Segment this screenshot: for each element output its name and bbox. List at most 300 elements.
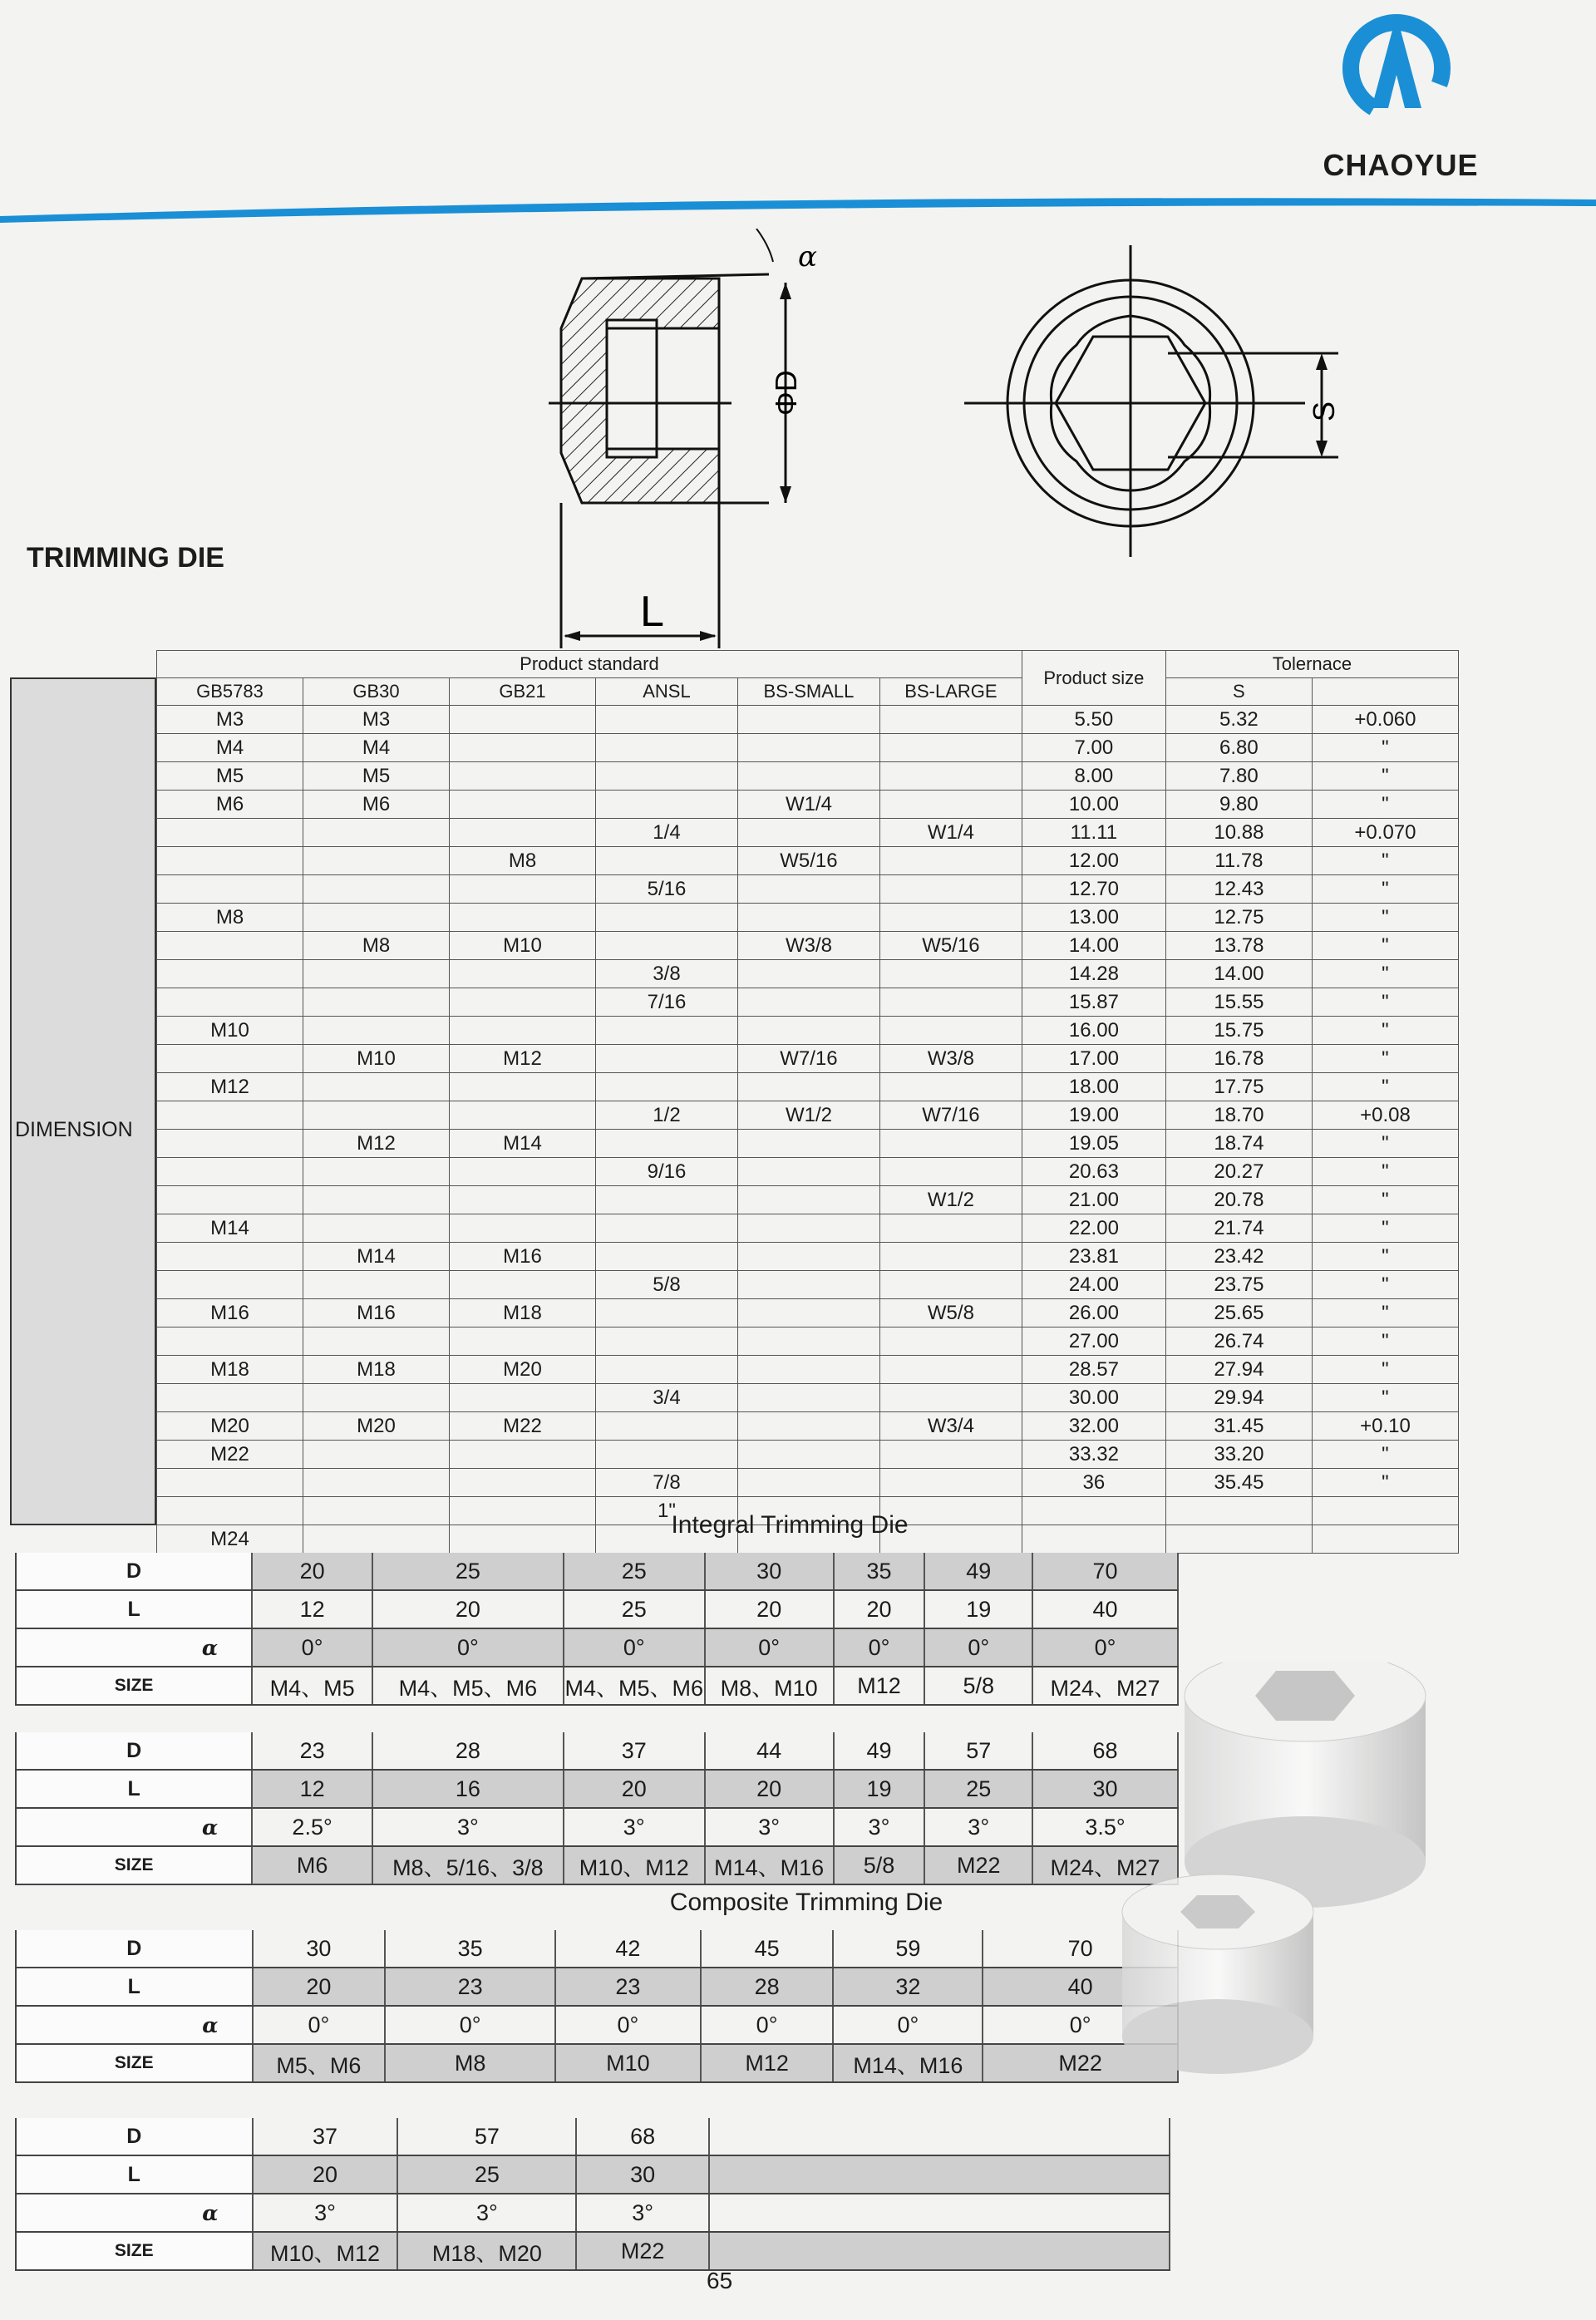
cell: 28 bbox=[372, 1732, 564, 1770]
cell: M4、M5、M6 bbox=[372, 1667, 564, 1705]
dimension-cell: " bbox=[1312, 1130, 1458, 1158]
dimension-cell: 15.55 bbox=[1165, 988, 1312, 1017]
dimension-cell: " bbox=[1312, 1045, 1458, 1073]
dimension-cell: M16 bbox=[303, 1299, 450, 1327]
cell: 30 bbox=[1032, 1770, 1178, 1808]
dimension-cell bbox=[303, 819, 450, 847]
dimension-cell bbox=[450, 819, 596, 847]
dimension-cell bbox=[879, 1384, 1022, 1412]
dimension-cell bbox=[450, 1186, 596, 1214]
cell: 2.5° bbox=[252, 1808, 372, 1846]
composite2-row-l bbox=[16, 2155, 1170, 2194]
row-label-alpha: α bbox=[16, 1628, 252, 1667]
dimension-cell: 19.05 bbox=[1022, 1130, 1165, 1158]
integral2-row-d bbox=[16, 1732, 1178, 1770]
dimension-cell: M22 bbox=[450, 1412, 596, 1441]
dimension-cell: 26.74 bbox=[1165, 1327, 1312, 1356]
cell: 25 bbox=[564, 1553, 705, 1590]
cell: M12 bbox=[701, 2044, 834, 2082]
dimension-cell: 33.20 bbox=[1165, 1441, 1312, 1469]
dimension-cell: 18.74 bbox=[1165, 1130, 1312, 1158]
cell: 0° bbox=[701, 2006, 834, 2044]
dimension-cell bbox=[450, 734, 596, 762]
dimension-cell: M16 bbox=[157, 1299, 303, 1327]
dimension-cell bbox=[879, 1441, 1022, 1469]
dimension-cell bbox=[450, 1497, 596, 1525]
cell: 3° bbox=[924, 1808, 1032, 1846]
cell: 0° bbox=[564, 1628, 705, 1667]
dimension-cell: W3/8 bbox=[737, 932, 879, 960]
cell: M14、M16 bbox=[833, 2044, 983, 2082]
dimension-cell bbox=[450, 960, 596, 988]
row-label-d: D bbox=[16, 1930, 253, 1968]
cell: M5、M6 bbox=[253, 2044, 386, 2082]
dimension-row bbox=[157, 1299, 1459, 1327]
cell: 59 bbox=[833, 1930, 983, 1968]
dimension-cell bbox=[450, 706, 596, 734]
dimension-cell: " bbox=[1312, 1299, 1458, 1327]
dimension-cell: M4 bbox=[157, 734, 303, 762]
dimension-cell: " bbox=[1312, 1441, 1458, 1469]
composite2-row-size bbox=[16, 2232, 1170, 2270]
dimension-cell bbox=[737, 1469, 879, 1497]
dimension-cell: 31.45 bbox=[1165, 1412, 1312, 1441]
dimension-cell bbox=[303, 1271, 450, 1299]
dimension-cell: M6 bbox=[303, 791, 450, 819]
dimension-cell bbox=[157, 1045, 303, 1073]
dimension-cell: " bbox=[1312, 875, 1458, 904]
cell: 35 bbox=[834, 1553, 925, 1590]
dimension-cell bbox=[450, 762, 596, 791]
dimension-cell bbox=[157, 932, 303, 960]
dimension-cell: 22.00 bbox=[1022, 1214, 1165, 1243]
cell: M22 bbox=[924, 1846, 1032, 1884]
dimension-row bbox=[157, 1101, 1459, 1130]
dimension-cell: 1/4 bbox=[596, 819, 738, 847]
dimension-cell: 33.32 bbox=[1022, 1441, 1165, 1469]
dimension-cell: " bbox=[1312, 1073, 1458, 1101]
cell: M8、5/16、3/8 bbox=[372, 1846, 564, 1884]
dimension-row bbox=[157, 847, 1459, 875]
dimension-row bbox=[157, 1130, 1459, 1158]
dimension-cell bbox=[737, 1158, 879, 1186]
row-label-l: L bbox=[16, 1590, 252, 1628]
dimension-cell bbox=[596, 1356, 738, 1384]
dimension-row bbox=[157, 819, 1459, 847]
dimension-cell: W5/16 bbox=[737, 847, 879, 875]
dimension-cell bbox=[596, 762, 738, 791]
dimension-cell: M18 bbox=[450, 1299, 596, 1327]
dimension-cell: W7/16 bbox=[879, 1101, 1022, 1130]
dimension-cell bbox=[879, 1356, 1022, 1384]
dimension-cell: 15.87 bbox=[1022, 988, 1165, 1017]
dimension-cell bbox=[596, 1327, 738, 1356]
integral-row-size bbox=[16, 1667, 1178, 1705]
row-label-alpha: α bbox=[16, 2006, 253, 2044]
dimension-cell bbox=[737, 1327, 879, 1356]
col-header: BS-SMALL bbox=[737, 678, 879, 706]
dimension-row bbox=[157, 1186, 1459, 1214]
cell: M8 bbox=[385, 2044, 555, 2082]
col-header: GB30 bbox=[303, 678, 450, 706]
dimension-cell bbox=[303, 960, 450, 988]
dimension-row bbox=[157, 706, 1459, 734]
dimension-cell bbox=[1022, 1525, 1165, 1554]
cell: 35 bbox=[385, 1930, 555, 1968]
dimension-cell: W5/16 bbox=[879, 932, 1022, 960]
cell: 30 bbox=[705, 1553, 834, 1590]
dimension-cell: 7.80 bbox=[1165, 762, 1312, 791]
dimension-cell bbox=[596, 1243, 738, 1271]
dimension-cell bbox=[450, 1017, 596, 1045]
dimension-cell bbox=[596, 1299, 738, 1327]
dimension-cell bbox=[1165, 1525, 1312, 1554]
dimension-cell: M20 bbox=[450, 1356, 596, 1384]
cell: 25 bbox=[924, 1770, 1032, 1808]
dimension-cell: " bbox=[1312, 1327, 1458, 1356]
dimension-cell bbox=[303, 875, 450, 904]
dimension-row bbox=[157, 988, 1459, 1017]
dimension-cell bbox=[879, 791, 1022, 819]
dimension-cell: 6.80 bbox=[1165, 734, 1312, 762]
dimension-cell: 11.78 bbox=[1165, 847, 1312, 875]
header-divider bbox=[0, 196, 1596, 224]
dimension-cell bbox=[157, 1158, 303, 1186]
dimension-cell: M22 bbox=[157, 1441, 303, 1469]
dimension-cell: M8 bbox=[303, 932, 450, 960]
cell: 0° bbox=[834, 1628, 925, 1667]
dimension-cell bbox=[450, 1327, 596, 1356]
cell: 44 bbox=[705, 1732, 834, 1770]
dimension-cell: 24.00 bbox=[1022, 1271, 1165, 1299]
dimension-cell: 12.00 bbox=[1022, 847, 1165, 875]
cell: M24、M27 bbox=[1032, 1667, 1178, 1705]
dimension-cell bbox=[737, 1441, 879, 1469]
dimension-row bbox=[157, 1017, 1459, 1045]
dimension-cell bbox=[450, 1271, 596, 1299]
dimension-cell: 13.00 bbox=[1022, 904, 1165, 932]
dimension-cell bbox=[596, 791, 738, 819]
dimension-cell bbox=[303, 1214, 450, 1243]
dimension-cell: 14.00 bbox=[1022, 932, 1165, 960]
dimension-cell bbox=[303, 1158, 450, 1186]
dimension-cell: W3/4 bbox=[879, 1412, 1022, 1441]
dimension-cell bbox=[450, 1158, 596, 1186]
dimension-cell bbox=[450, 1214, 596, 1243]
dimension-row bbox=[157, 1073, 1459, 1101]
dimension-cell bbox=[596, 904, 738, 932]
dimension-cell: " bbox=[1312, 1384, 1458, 1412]
dimension-row bbox=[157, 1412, 1459, 1441]
dimension-cell bbox=[596, 1017, 738, 1045]
dimension-cell: 5.50 bbox=[1022, 706, 1165, 734]
dimension-cell: 12.70 bbox=[1022, 875, 1165, 904]
dimension-cell: 23.42 bbox=[1165, 1243, 1312, 1271]
cell: 30 bbox=[253, 1930, 386, 1968]
dimension-cell: 23.81 bbox=[1022, 1243, 1165, 1271]
across-flats-label: S bbox=[1307, 401, 1341, 421]
cell: 3° bbox=[564, 1808, 705, 1846]
dimension-cell bbox=[157, 847, 303, 875]
dimension-cell: M14 bbox=[303, 1243, 450, 1271]
row-label-size: SIZE bbox=[16, 2044, 253, 2082]
dimension-cell: M14 bbox=[450, 1130, 596, 1158]
dimension-cell: 27.00 bbox=[1022, 1327, 1165, 1356]
dimension-cell bbox=[879, 904, 1022, 932]
dimension-cell bbox=[737, 1356, 879, 1384]
dimension-cell: 12.43 bbox=[1165, 875, 1312, 904]
trimming-die-photo bbox=[1106, 1662, 1480, 2095]
dimension-cell: M5 bbox=[303, 762, 450, 791]
dimension-row bbox=[157, 1271, 1459, 1299]
side-section-drawing bbox=[532, 229, 831, 661]
dimension-cell bbox=[1022, 1497, 1165, 1525]
cell: 20 bbox=[372, 1590, 564, 1628]
cell: 20 bbox=[253, 1968, 386, 2006]
dimension-cell: W7/16 bbox=[737, 1045, 879, 1073]
dimension-cell bbox=[450, 1525, 596, 1554]
dimension-cell: " bbox=[1312, 904, 1458, 932]
dimension-cell: 5.32 bbox=[1165, 706, 1312, 734]
dimension-cell: 14.28 bbox=[1022, 960, 1165, 988]
dimension-cell bbox=[596, 1045, 738, 1073]
row-label-alpha: α bbox=[16, 2194, 253, 2232]
dimension-cell: 32.00 bbox=[1022, 1412, 1165, 1441]
dimension-cell bbox=[737, 819, 879, 847]
dimension-cell: 20.63 bbox=[1022, 1158, 1165, 1186]
dimension-cell bbox=[879, 1327, 1022, 1356]
composite2-row-d bbox=[16, 2118, 1170, 2155]
dimension-cell bbox=[303, 1384, 450, 1412]
cell: 12 bbox=[252, 1770, 372, 1808]
row-label-size: SIZE bbox=[16, 1667, 252, 1705]
dimension-row bbox=[157, 734, 1459, 762]
dimension-cell bbox=[303, 988, 450, 1017]
composite-row-size bbox=[16, 2044, 1178, 2082]
cell: 0° bbox=[555, 2006, 701, 2044]
dimension-cell bbox=[879, 1073, 1022, 1101]
dimension-cell: M3 bbox=[303, 706, 450, 734]
cell: M12 bbox=[834, 1667, 925, 1705]
cell: 20 bbox=[705, 1770, 834, 1808]
empty-cell bbox=[709, 2155, 1170, 2194]
dimension-cell bbox=[157, 960, 303, 988]
cell: 49 bbox=[834, 1732, 925, 1770]
dimension-cell: " bbox=[1312, 1214, 1458, 1243]
dimension-cell: " bbox=[1312, 1158, 1458, 1186]
diameter-label: ΦD bbox=[769, 370, 803, 416]
dimension-cell: 9/16 bbox=[596, 1158, 738, 1186]
cell: M10、M12 bbox=[564, 1846, 705, 1884]
cell: M18、M20 bbox=[397, 2232, 576, 2270]
dimension-cell bbox=[737, 1130, 879, 1158]
dimension-cell bbox=[450, 875, 596, 904]
dimension-cell: 3/8 bbox=[596, 960, 738, 988]
integral-row-d bbox=[16, 1553, 1178, 1590]
cell: 42 bbox=[555, 1930, 701, 1968]
cell: 23 bbox=[252, 1732, 372, 1770]
dimension-cell bbox=[596, 1186, 738, 1214]
dimension-cell: M5 bbox=[157, 762, 303, 791]
dimension-cell: W3/8 bbox=[879, 1045, 1022, 1073]
row-label-d: D bbox=[16, 1732, 252, 1770]
dimension-cell bbox=[303, 1441, 450, 1469]
dimension-cell bbox=[157, 1130, 303, 1158]
dimension-cell bbox=[450, 1384, 596, 1412]
dimension-cell bbox=[157, 1101, 303, 1130]
empty-cell bbox=[709, 2118, 1170, 2155]
dimension-cell: +0.08 bbox=[1312, 1101, 1458, 1130]
cell: 25 bbox=[372, 1553, 564, 1590]
cell: 0° bbox=[253, 2006, 386, 2044]
row-label-d: D bbox=[16, 2118, 253, 2155]
row-label-d: D bbox=[16, 1553, 252, 1590]
dimension-cell bbox=[157, 819, 303, 847]
dimension-cell: W5/8 bbox=[879, 1299, 1022, 1327]
cell: M24、M27 bbox=[1032, 1846, 1178, 1884]
dimension-cell: 5/16 bbox=[596, 875, 738, 904]
dimension-cell: 35.45 bbox=[1165, 1469, 1312, 1497]
dimension-cell bbox=[596, 1130, 738, 1158]
dimension-cell: M4 bbox=[303, 734, 450, 762]
dimension-cell bbox=[157, 1327, 303, 1356]
dimension-cell: M12 bbox=[450, 1045, 596, 1073]
dimension-cell: M6 bbox=[157, 791, 303, 819]
col-header: ANSL bbox=[596, 678, 738, 706]
dimension-cell bbox=[879, 988, 1022, 1017]
dimension-row bbox=[157, 1469, 1459, 1497]
dimension-cell: M20 bbox=[157, 1412, 303, 1441]
cell: 3° bbox=[705, 1808, 834, 1846]
dimension-row bbox=[157, 1327, 1459, 1356]
cell: 25 bbox=[397, 2155, 576, 2194]
dimension-cell bbox=[450, 1073, 596, 1101]
cell: 3° bbox=[576, 2194, 709, 2232]
dimension-cell: 21.00 bbox=[1022, 1186, 1165, 1214]
dimension-cell: " bbox=[1312, 988, 1458, 1017]
composite-title: Composite Trimming Die bbox=[669, 1889, 943, 1916]
dimension-cell bbox=[737, 1214, 879, 1243]
dimension-cell: W1/2 bbox=[879, 1186, 1022, 1214]
dimension-cell bbox=[303, 1497, 450, 1525]
cell: 0° bbox=[983, 2006, 1178, 2044]
dimension-row bbox=[157, 1214, 1459, 1243]
dimension-cell: " bbox=[1312, 791, 1458, 819]
dimension-row bbox=[157, 791, 1459, 819]
dimension-cell: 10.88 bbox=[1165, 819, 1312, 847]
dimension-side-cell bbox=[10, 677, 156, 1525]
cell: 40 bbox=[1032, 1590, 1178, 1628]
cell: 0° bbox=[924, 1628, 1032, 1667]
dimension-cell: W1/4 bbox=[737, 791, 879, 819]
row-label-l: L bbox=[16, 2155, 253, 2194]
dimension-cell: " bbox=[1312, 960, 1458, 988]
dimension-cell bbox=[737, 904, 879, 932]
dimension-cell: M20 bbox=[303, 1412, 450, 1441]
integral-table-1 bbox=[15, 1553, 1179, 1706]
dimension-cell bbox=[303, 1525, 450, 1554]
cell: 20 bbox=[705, 1590, 834, 1628]
dimension-cell bbox=[737, 1073, 879, 1101]
dimension-cell: 9.80 bbox=[1165, 791, 1312, 819]
dimension-cell bbox=[596, 1073, 738, 1101]
dimension-cell bbox=[879, 960, 1022, 988]
page-number: 65 bbox=[707, 2268, 733, 2293]
dimension-cell: +0.10 bbox=[1312, 1412, 1458, 1441]
dimension-row bbox=[157, 932, 1459, 960]
composite-row-alpha bbox=[16, 2006, 1178, 2044]
dimension-cell: 13.78 bbox=[1165, 932, 1312, 960]
cell: M8、M10 bbox=[705, 1667, 834, 1705]
cell: M6 bbox=[252, 1846, 372, 1884]
dimension-cell bbox=[737, 1299, 879, 1327]
dimension-cell: " bbox=[1312, 1017, 1458, 1045]
dimension-cell: 1/2 bbox=[596, 1101, 738, 1130]
integral-row-l bbox=[16, 1590, 1178, 1628]
section-title: TRIMMING DIE bbox=[27, 542, 224, 574]
product-standard-header: Product standard bbox=[157, 651, 1022, 678]
dimension-cell: " bbox=[1312, 762, 1458, 791]
integral2-row-size bbox=[16, 1846, 1178, 1884]
dimension-cell: 3/4 bbox=[596, 1384, 738, 1412]
cell: M10 bbox=[555, 2044, 701, 2082]
dimension-cell: 7/16 bbox=[596, 988, 738, 1017]
dimension-cell: " bbox=[1312, 847, 1458, 875]
dimension-row bbox=[157, 762, 1459, 791]
dimension-cell bbox=[303, 1327, 450, 1356]
col-header: S bbox=[1165, 678, 1312, 706]
dimension-cell bbox=[303, 1186, 450, 1214]
dimension-cell: 26.00 bbox=[1022, 1299, 1165, 1327]
dimension-cell bbox=[157, 1497, 303, 1525]
alpha-label: α bbox=[798, 240, 817, 273]
dimension-cell: M10 bbox=[157, 1017, 303, 1045]
dimension-cell bbox=[303, 847, 450, 875]
dimension-cell: M8 bbox=[157, 904, 303, 932]
empty-cell bbox=[709, 2194, 1170, 2232]
cell: M10、M12 bbox=[253, 2232, 398, 2270]
dimension-cell: 16.78 bbox=[1165, 1045, 1312, 1073]
dimension-cell bbox=[737, 734, 879, 762]
dimension-cell: 36 bbox=[1022, 1469, 1165, 1497]
cell: 57 bbox=[924, 1732, 1032, 1770]
dimension-cell: " bbox=[1312, 932, 1458, 960]
dimension-row bbox=[157, 875, 1459, 904]
dimension-cell: 1" bbox=[596, 1497, 738, 1525]
integral2-row-l bbox=[16, 1770, 1178, 1808]
row-label-l: L bbox=[16, 1968, 253, 2006]
cell: 68 bbox=[576, 2118, 709, 2155]
dimension-cell: 5/8 bbox=[596, 1271, 738, 1299]
dimension-cell bbox=[303, 904, 450, 932]
dimension-cell bbox=[737, 1384, 879, 1412]
dimension-cell bbox=[1165, 1497, 1312, 1525]
cell: 28 bbox=[701, 1968, 834, 2006]
col-header: GB5783 bbox=[157, 678, 303, 706]
cell: 40 bbox=[983, 1968, 1178, 2006]
dimension-cell: " bbox=[1312, 1243, 1458, 1271]
row-label-alpha: α bbox=[16, 1808, 252, 1846]
dimension-cell bbox=[450, 988, 596, 1017]
dimension-cell bbox=[157, 1186, 303, 1214]
cell: 70 bbox=[983, 1930, 1178, 1968]
cell: 25 bbox=[564, 1590, 705, 1628]
brand-name: CHAOYUE bbox=[1323, 148, 1479, 182]
cell: 20 bbox=[252, 1553, 372, 1590]
dimension-cell bbox=[157, 875, 303, 904]
dimension-cell: 20.27 bbox=[1165, 1158, 1312, 1186]
dimension-table bbox=[156, 650, 1459, 1554]
